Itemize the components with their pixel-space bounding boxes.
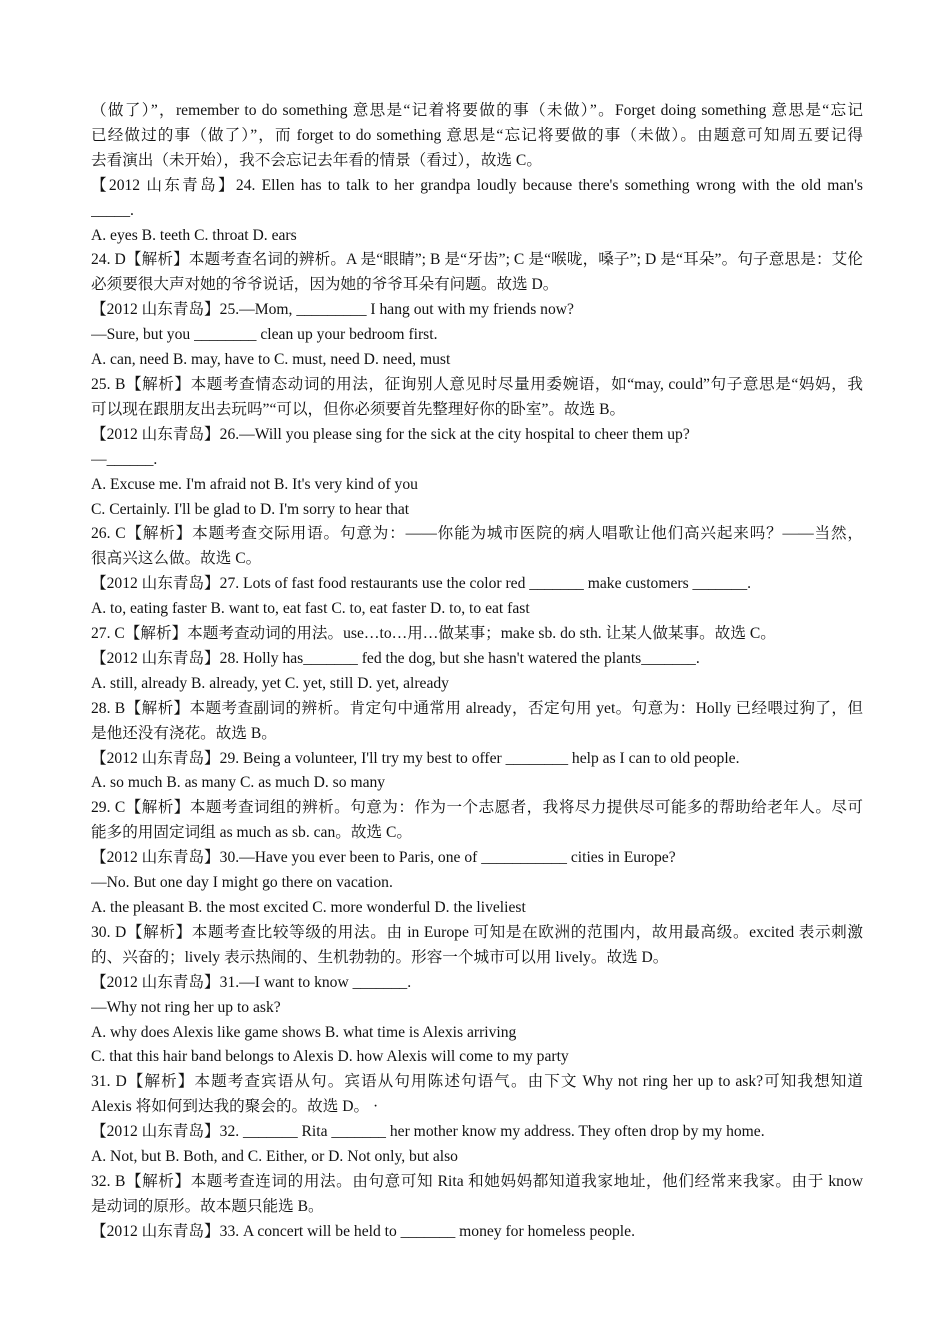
text-line: （做了）”，remember to do something 意思是“记着将要做的事（未做）”。Forget doing something 意思是“忘记 [91, 102, 863, 119]
text-line: 26. C【解析】本题考查交际用语。句意为：——你能为城市医院的病人唱歌让他们高兴起来吗？——当然， [91, 525, 863, 543]
text-line: C. Certainly. I'll be glad to D. I'm sorry to hear that [91, 500, 410, 518]
text-line: 已经做过的事（做了）”，而 forget to do something 意思是“忘记将要做的事（未做）。由题意可知周五要记得 [91, 126, 863, 144]
text-line: 31. D【解析】本题考查宾语从句。宾语从句用陈述句语气。由下文 Why not ring her up to ask?可知我想知道 [91, 1073, 863, 1091]
text-line: 【2012 山东青岛】32. _______ Rita _______ her mother know my address. They often drop by my home. [91, 1123, 765, 1141]
text-line: A. can, need B. may, have to C. must, need D. need, must [91, 351, 451, 369]
text-line: Alexis 将如何到达我的聚会的。故选 D。 · [91, 1098, 379, 1116]
text-line: 28. B【解析】本题考查副词的辨析。肯定句中通常用 already，否定句用 yet。句意为：Holly 已经喂过狗了，但 [91, 699, 863, 717]
text-line: 29. C【解析】本题考查词组的辨析。句意为：作为一个志愿者，我将尽力提供尽可能多的帮助给老年人。尽可 [91, 799, 863, 817]
text-line: C. that this hair band belongs to Alexis D. how Alexis will come to my party [91, 1048, 569, 1066]
text-line: 的、兴奋的；lively 表示热闹的、生机勃勃的。形容一个城市可以用 lively。故选 D。 [91, 948, 669, 966]
text-line: 是他还没有浇花。故选 B。 [91, 724, 277, 742]
text-line: A. to, eating faster B. want to, eat fast C. to, eat faster D. to, to eat fast [91, 600, 530, 618]
text-line: A. Excuse me. I'm afraid not B. It's very kind of you [91, 475, 418, 493]
text-line: A. still, already B. already, yet C. yet, still D. yet, already [91, 674, 449, 692]
text-line: 24. D【解析】本题考查名词的辨析。A 是“眼睛”; B 是“牙齿”; C 是“喉咙，嗓子”; D 是“耳朵”。句子意思是：艾伦 [91, 251, 863, 269]
text-line: 25. B【解析】本题考查情态动词的用法，征询别人意见时尽量用委婉语，如“may, could”句子意思是“妈妈，我 [91, 375, 863, 393]
text-line: 能多的用固定词组 as much as sb. can。故选 C。 [91, 824, 412, 842]
text-line: 27. C【解析】本题考查动词的用法。use…to…用…做某事；make sb. do sth. 让某人做某事。故选 C。 [91, 625, 776, 643]
text-line: 【2012 山东青岛】28. Holly has_______ fed the dog, but she hasn't watered the plants_______. [91, 649, 700, 667]
text-line: 去看演出（未开始），我不会忘记去年看的情景（看过），故选 C。 [91, 151, 542, 169]
text-line: —Why not ring her up to ask? [91, 998, 281, 1016]
text-line: 32. B【解析】本题考查连词的用法。由句意可知 Rita 和她妈妈都知道我家地址，他们经常来我家。由于 know [91, 1172, 863, 1190]
text-line: 【2012 山东青岛】25.—Mom, _________ I hang out with my friends now? [91, 301, 574, 319]
text-line: 【2012 山东青岛】33. A concert will be held to _______ money for homeless people. [91, 1222, 635, 1240]
text-line: —No. But one day I might go there on vacation. [91, 874, 393, 892]
text-line: 【2012 山东青岛】24. Ellen has to talk to her grandpa loudly because there's something wrong with the old man's [91, 176, 863, 194]
text-line: A. Not, but B. Both, and C. Either, or D. Not only, but also [91, 1148, 458, 1166]
document-page [91, 99, 863, 1245]
text-line: 【2012 山东青岛】26.—Will you please sing for the sick at the city hospital to cheer them up? [91, 425, 690, 443]
text-line: 【2012 山东青岛】31.—I want to know _______. [91, 973, 412, 991]
text-line: 【2012 山东青岛】29. Being a volunteer, I'll try my best to offer ________ help as I can to old people. [91, 749, 740, 767]
text-line: 是动词的原形。故本题只能选 B。 [91, 1197, 324, 1215]
text-line: _____. [91, 201, 134, 219]
text-line: —Sure, but you ________ clean up your bedroom first. [91, 326, 438, 344]
text-line: 【2012 山东青岛】30.—Have you ever been to Paris, one of ___________ cities in Europe? [91, 849, 676, 867]
text-line: A. eyes B. teeth C. throat D. ears [91, 226, 297, 244]
text-line: A. so much B. as many C. as much D. so many [91, 774, 386, 792]
text-line: —______. [91, 450, 158, 468]
text-line: A. why does Alexis like game shows B. what time is Alexis arriving [91, 1023, 517, 1041]
text-line: A. the pleasant B. the most excited C. more wonderful D. the liveliest [91, 899, 526, 916]
text-line: 必须要很大声对她的爷爷说话，因为她的爷爷耳朵有问题。故选 D。 [91, 276, 559, 294]
text-line: 可以现在跟朋友出去玩吗”“可以，但你必须要首先整理好你的卧室”。故选 B。 [91, 400, 626, 418]
text-line: 很高兴这么做。故选 C。 [91, 550, 262, 568]
text-line: 30. D【解析】本题考查比较等级的用法。由 in Europe 可知是在欧洲的范围内，故用最高级。excited 表示刺激 [91, 923, 863, 941]
text-line: 【2012 山东青岛】27. Lots of fast food restaurants use the color red _______ make customers _______. [91, 575, 752, 593]
